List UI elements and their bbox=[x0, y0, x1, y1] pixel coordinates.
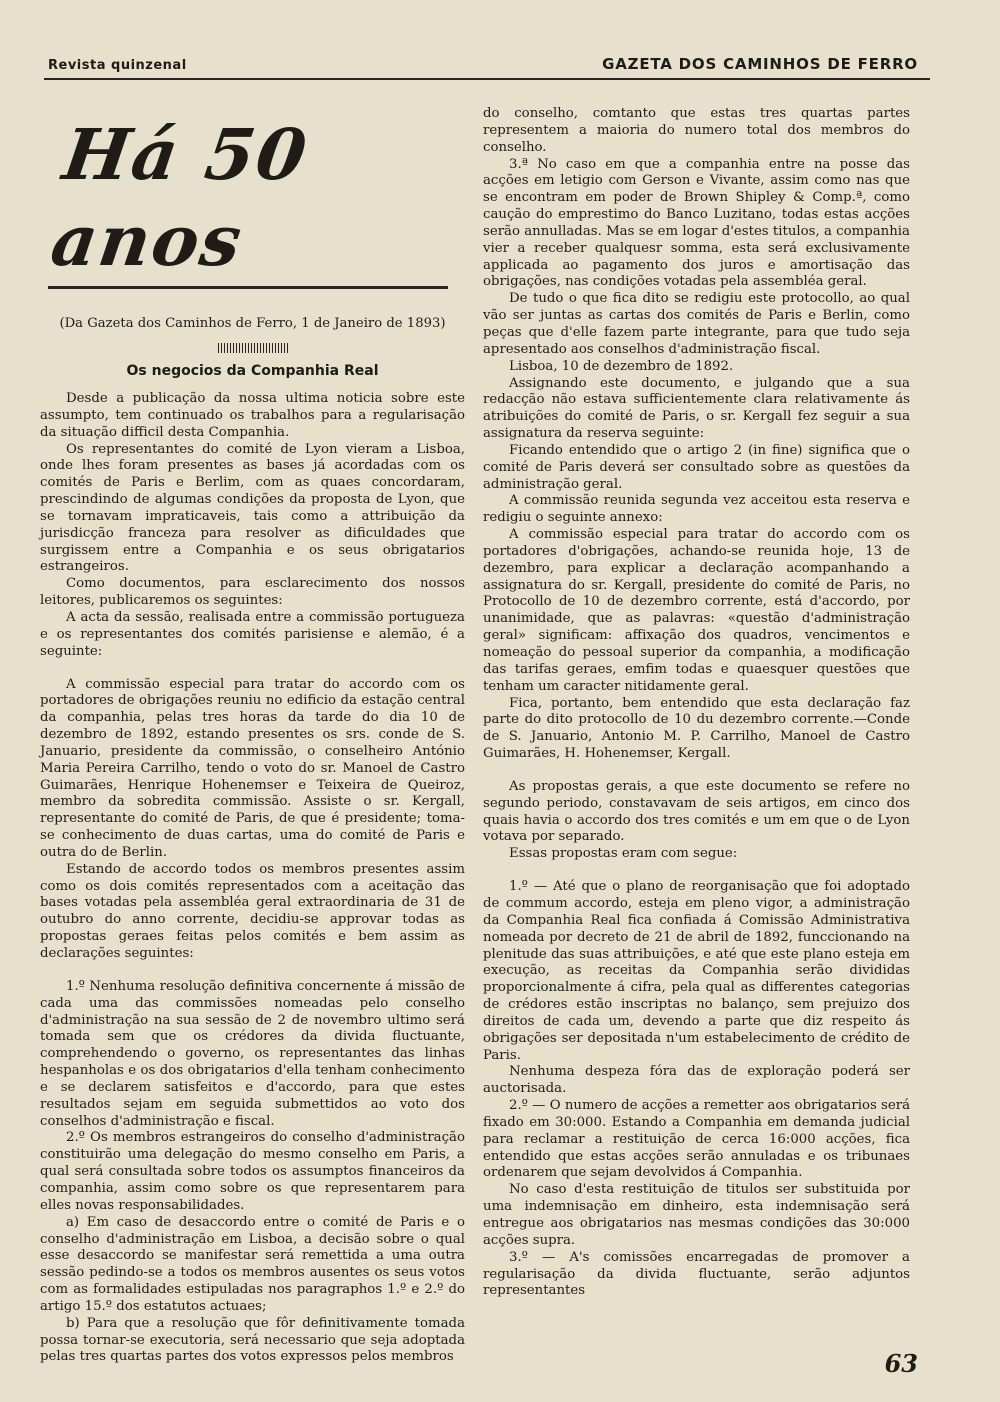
paragraph: Estando de accordo todos os membros presentes assim como os dois comités representados com a aceitação das bases votadas pela assembléa geral extraordinaria de 31 de outubro do anno corrente, decidiu-se approvar todas as propostas geraes feitas pelos comités e bem assim as declarações seguintes: bbox=[40, 861, 465, 961]
source-line: (Da Gazeta dos Caminhos de Ferro, 1 de Janeiro de 1893) bbox=[59, 316, 446, 331]
paragraph: Fica, portanto, bem entendido que esta declaração faz parte do dito protocollo de 10 du dezembro corrente.—Conde de S. Januario, Antonio M. P. Carrilho, Manoel de Castro Guimarães, H. Hohenemser, Kergall. bbox=[483, 695, 910, 762]
decorative-ornament bbox=[218, 343, 288, 353]
paragraph: 1.º — Até que o plano de reorganisação que foi adoptado de commum accordo, esteja em pleno vigor, a administração da Companhia Real fica confiada á Comissão Administrativa nomeada por decreto de 21 de abril de 1892, funccionando na plenitude das suas attribuições, e até que este plano esteja em execução, as receitas da Companhia serão divididas proporcionalmente á cifra, pela qual as differentes categorias de crédores estão inscriptas no balanço, sem prejuizo dos direitos de cada um, devendo a parte que diz respeito ás obrigações ser depositada n'um estabelecimento de crédito de Paris. bbox=[483, 879, 910, 1063]
left-column-text bbox=[40, 391, 465, 1366]
paragraph: 3.ª No caso em que a companhia entre na posse das acções em letigio com Gerson e Vivante, assim como nas que se encontram em poder de Brown Shipley & Comp.ª, como caução do emprestimo do Banco Luzitano, todas estas acções serão annulladas. Mas se em logar d'estes titulos, a companhia vier a receber qualquesr somma, esta será exclusivamente applicada ao pagamento dos juros e amortisação das obrigações, nas condições votadas pela assembléa geral. bbox=[483, 156, 910, 290]
paragraph: Ficando entendido que o artigo 2 (in fine) significa que o comité de Paris deverá ser consultado sobre as questões da administração geral. bbox=[483, 442, 910, 492]
paragraph: Como documentos, para esclarecimento dos nossos leitores, publicaremos os seguintes: bbox=[40, 576, 465, 609]
right-column-text bbox=[483, 106, 910, 1300]
banner-rule bbox=[48, 286, 448, 289]
paragraph: a) Em caso de desaccordo entre o comité de Paris e o conselho d'administração em Lisboa, a decisão sobre o qual esse desaccordo se manifestar será remettida a uma outra sessão pedindo-se a todos os membros ausentes os seus votos com as formalidades estipuladas nos paragraphos 1.º e 2.º do artigo 15.º dos estatutos actuaes; bbox=[40, 1214, 465, 1314]
paragraph: De tudo o que fica dito se redigiu este protocollo, ao qual vão ser juntas as cartas dos comités de Paris e Berlin, como peças que d'elle fazem parte integrante, para que tudo seja apresentado aos conselhos d'administração fiscal. bbox=[483, 291, 910, 357]
header-rule bbox=[44, 78, 930, 80]
paragraph: Lisboa, 10 de dezembro de 1892. bbox=[509, 358, 734, 374]
paragraph: do conselho, comtanto que estas tres quartas partes representem a maioria do numero total dos membros do conselho. bbox=[483, 106, 910, 155]
paragraph: b) Para que a resolução que fôr definitivamente tomada possa tornar-se executoria, será necessario que seja adoptada pelas tres quartas partes dos votos expressos pelos membros bbox=[40, 1315, 465, 1365]
paragraph: 1.º Nenhuma resolução definitiva concernente á missão de cada uma das commissões nomeadas pelo conselho d'administração na sua sessão de 2 de novembro ultimo será tomada sem que os crédores da divida fluctuante, comprehendendo o governo, os representantes das linhas hespanholas e os dos obrigatarios d'ella tenham conhecimento e se declarem satisfeitos e d'accordo, para que estes resultados sejam em seguida submettidos ao voto dos conselhos d'administração e fiscal. bbox=[40, 978, 465, 1129]
paragraph: Assignando este documento, e julgando que a sua redacção não estava sufficientemente clara relativamente ás atribuições do comité de Paris, o sr. Kergall fez seguir a sua assignatura da reserva seguinte: bbox=[483, 375, 910, 442]
paragraph: 2.º — O numero de acções a remetter aos obrigatarios será fixado em 30:000. Estando a Companhia em demanda judicial para reclamar a restituição de cerca 16:000 acções, fica entendido que estas acções serão annuladas e os tribunaes ordenarem que sejam devolvidos á Companhia. bbox=[483, 1098, 910, 1181]
paragraph: Nenhuma despeza fóra das de exploração poderá ser auctorisada. bbox=[483, 1064, 910, 1097]
paragraph: 2.º Os membros estrangeiros do conselho d'administração constituirão uma delegação do mesmo conselho em Paris, a qual será consultada sobre todos os assumptos financeiros da companhia, assim como sobre os que representarem para elles novas responsabilidades. bbox=[40, 1130, 465, 1213]
right-column bbox=[483, 106, 910, 1342]
paragraph: Desde a publicação da nossa ultima noticia sobre este assumpto, tem continuado os trabalhos para a regularisação da situação difficil desta Companhia. bbox=[40, 391, 465, 440]
paragraph: 3.º — A's comissões encarregadas de promover a regularisação da divida fluctuante, serão adjuntos representantes bbox=[483, 1249, 910, 1299]
paragraph: A acta da sessão, realisada entre a commissão portugueza e os representantes dos comités parisiense e alemão, é a seguinte: bbox=[40, 609, 465, 659]
paragraph: Os representantes do comité de Lyon vieram a Lisboa, onde lhes foram presentes as bases já acordadas com os comités de Paris e Berlim, com as quaes concordaram, prescindindo de algumas condições da proposta de Lyon, que se tornavam impraticaveis, tais como a attribuição da jurisdicção franceza para resolver as dificuldades que surgissem entre a Companhia e os seus obrigatarios estrangeiros. bbox=[40, 441, 465, 575]
paragraph: As propostas gerais, a que este documento se refere no segundo periodo, constavavam de seis artigos, em cinco dos quais havia o accordo dos tres comités e um em que o de Lyon votava por separado. bbox=[483, 778, 910, 845]
banner-title: Há 50 anos bbox=[46, 113, 314, 282]
paragraph: A commissão especial para tratar do accordo com os portadores de obrigações reuniu no edificio da estação central da companhia, pelas tres horas da tarde do dia 10 de dezembro de 1892, estando presentes os srs. conde de S. Januario, presidente da commissão, o conselheiro António Maria Pereira Carrilho, tendo o voto do sr. Manoel de Castro Guimarães, Henrique Hohenemser e Teixeira de Queiroz, membro da sobredita commissão. Assiste o sr. Kergall, representante do comité de Paris, de que é presidente; toma-se conhecimento de duas cartas, uma do comité de Paris e outra do de Berlin. bbox=[40, 676, 465, 860]
banner bbox=[40, 112, 465, 284]
running-header bbox=[48, 55, 918, 73]
header-left: Revista quinzenal bbox=[48, 58, 187, 73]
paragraph: No caso d'esta restituição de titulos ser substituida por uma indemnisação em dinheiro, esta indemnisação será entregue aos obrigatarios nas mesmas condições das 30:000 acções supra. bbox=[483, 1182, 910, 1248]
section-heading: Os negocios da Companhia Real bbox=[126, 363, 379, 379]
paragraph: A commissão reunida segunda vez acceitou esta reserva e redigiu o seguinte annexo: bbox=[483, 493, 910, 526]
page-number: 63 bbox=[884, 1349, 918, 1378]
paragraph: A commissão especial para tratar do accordo com os portadores d'obrigações, achando-se reunida hoje, 13 de dezembro, para explicar a declaração acompanhando a assignatura do sr. Kergall, presidente do comité de Paris, no Protocollo de 10 de dezembro corrente, está d'accordo, por unanimidade, que as palavras: «questão d'administração geral» significam: affixação dos quadros, vencimentos e nomeação do pessoal superior da companhia, a modificação das tarifas geraes, emfim todas e quaesquer questões que tenham um caracter nitidamente geral. bbox=[483, 527, 910, 694]
left-column bbox=[40, 112, 465, 1365]
paragraph: Essas propostas eram com segue: bbox=[509, 846, 738, 862]
header-right: GAZETA DOS CAMINHOS DE FERRO bbox=[602, 55, 918, 73]
